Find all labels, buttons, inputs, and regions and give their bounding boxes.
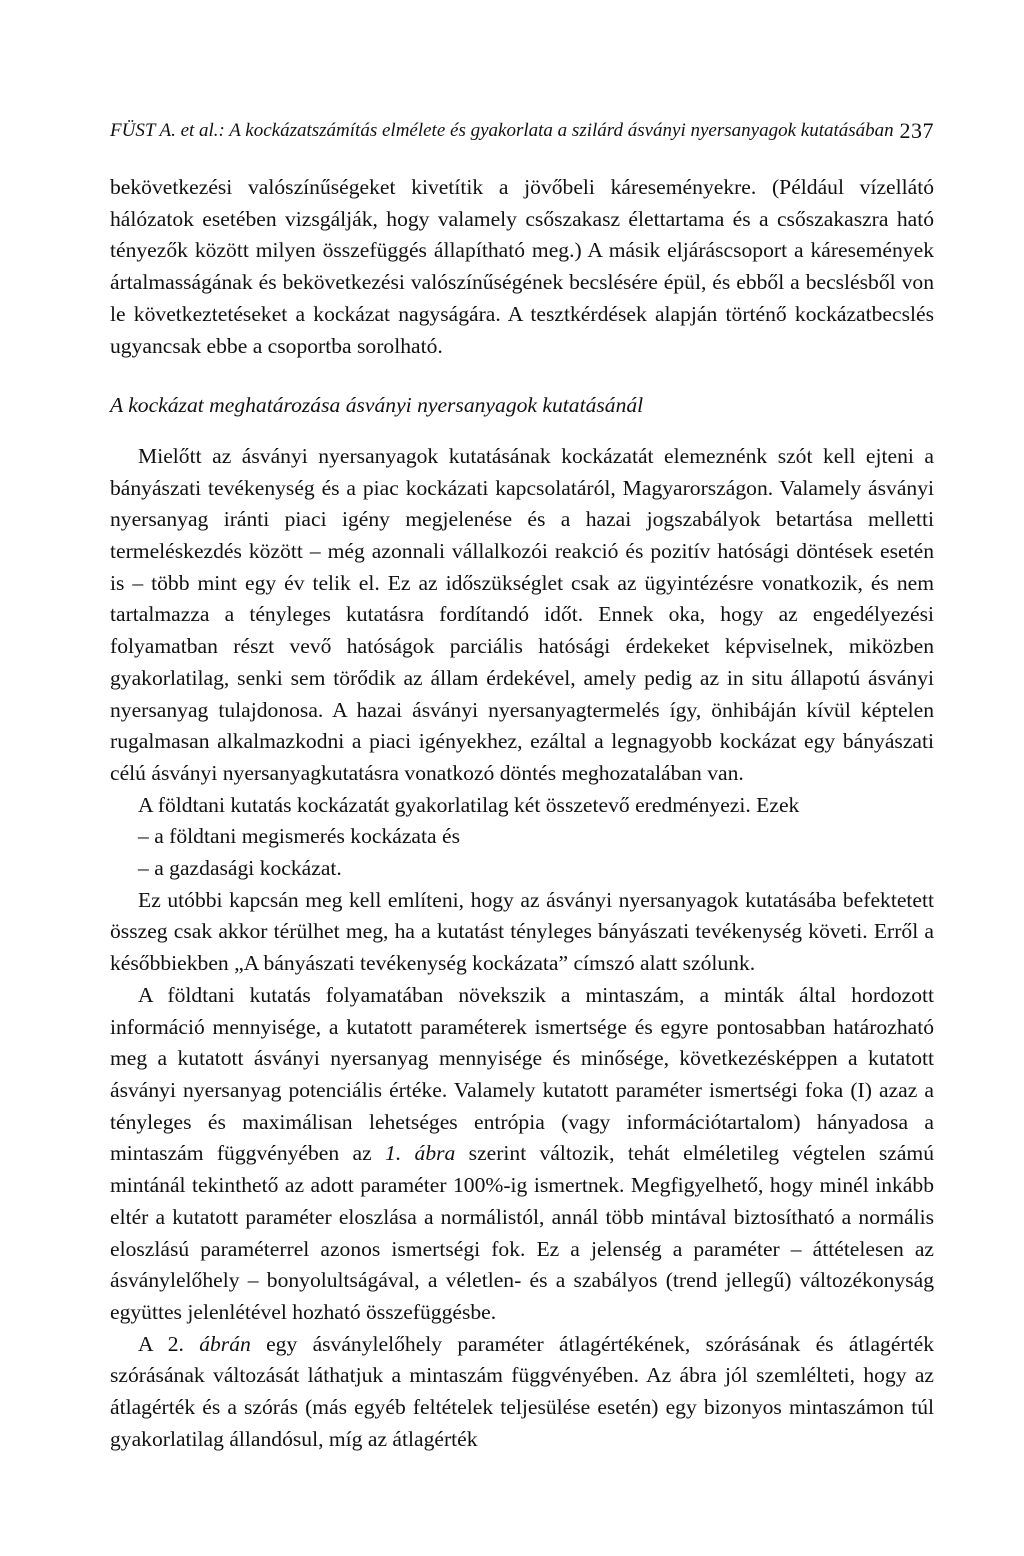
paragraph-market-risk: Mielőtt az ásványi nyersanyagok kutatásának kockázatát elemeznénk szót kell ejteni a bányászati tevékenység és a piac kockázati kapcsolatáról, Magyarországon. Valamely ásványi nyersanyag iránti piaci igény megjelenése és a hazai jogszabályok betartása melletti termeléskezdés között – még azonnali vállalkozói reakció és pozitív hatósági döntések esetén is – több mint egy év telik el. Ez az időszükséglet csak az ügyintézésre vonatkozik, és nem tartalmazza a tényleges kutatásra fordítandó időt. Ennek oka, hogy az engedélyezési folyamatban részt vevő hatóságok parciális hatósági érdekeket képviselnek, miközben gyakorlatilag, senki sem törődik az állam érdekével, amely pedig az in situ állapotú ásványi nyersanyag tulajdonosa. A hazai ásványi nyersanyagtermelés így, önhibáján kívül képtelen rugalmasan alkalmazkodni a piaci igényekhez, ezáltal a legnagyobb kockázat egy bányászati célú ásványi nyersanyagkutatásra vonatkozó döntés meghozatalában van. bbox=[110, 443, 934, 785]
figure-reference: 1. ábra bbox=[385, 1141, 456, 1166]
page-number: 237 bbox=[899, 118, 934, 143]
text-run: A 2. bbox=[138, 1331, 200, 1356]
list-item-geological-risk: – a földtani megismerés kockázata és bbox=[138, 824, 460, 849]
section-heading: A kockázat meghatározása ásványi nyersanyagok kutatásánál bbox=[110, 393, 644, 418]
body-text bbox=[110, 172, 934, 1455]
text-run: egy ásványlelőhely paraméter átlagértékének, szórásának és átlagérték szórásának változását láthatjuk a mintaszám függvényében. Az ábra jól szemlélteti, hogy az átlagérték és a szórás (más egyéb feltételek teljesülése esetén) egy bizonyos mintaszámon túl gyakorlatilag állandósul, míg az átlagérték bbox=[110, 1331, 934, 1451]
paragraph-sample-count bbox=[110, 980, 934, 1329]
paragraph-investment-return: Ez utóbbi kapcsán meg kell említeni, hogy az ásványi nyersanyagok kutatásába befektetett összeg csak akkor térülhet meg, ha a kutatást tényleges bányászati tevékenység követi. Erről a későbbiekben „A bányászati tevékenység kockázata” címszó alatt szólunk. bbox=[110, 887, 934, 976]
paragraph-continuation: bekövetkezési valószínűségeket kivetítik a jövőbeli káreseményekre. (Például vízellátó hálózatok esetében vizsgálják, hogy valamely csőszakasz élettartama és a csőszakaszra ható tényezők között milyen összefüggés állapítható meg.) A másik eljáráscsoport a káresemények ártalmasságának és bekövetkezési valószínűségének becslésére épül, és ebből a becslésből von le következtetéseket a kockázat nagyságára. A tesztkérdések alapján történő kockázatbecslés ugyancsak ebbe a csoportba sorolható. bbox=[110, 175, 934, 358]
paragraph-risk-components: A földtani kutatás kockázatát gyakorlatilag két összetevő eredményezi. Ezek bbox=[138, 792, 800, 817]
text-run: A földtani kutatás folyamatában növekszik a mintaszám, a minták által hordozott információ mennyisége, a kutatott paraméterek ismertsége és egyre pontosabban határozható meg a kutatott ásványi nyersanyag mennyisége és minősége, következésképpen a kutatott ásványi nyersanyag potenciális értéke. Valamely kutatott paraméter ismertségi foka (I) azaz a tényleges és maximálisan lehetséges entrópia (vagy információtartalom) hányadosa a mintaszám függvényében az bbox=[110, 982, 934, 1166]
page bbox=[110, 0, 934, 1556]
paragraph-figure-two bbox=[110, 1329, 934, 1456]
running-title: FÜST A. et al.: A kockázatszámítás elmélete és gyakorlata a szilárd ásványi nyersanyagok kutatásában bbox=[110, 120, 894, 141]
list-item-economic-risk: – a gazdasági kockázat. bbox=[138, 856, 342, 881]
text-run: szerint változik, tehát elméletileg végtelen számú mintánál tekinthető az adott paraméter 100%-ig ismertnek. Megfigyelhető, hogy minél inkább eltér a kutatott paraméter eloszlása a normálistól, annál több mintával biztosítható a normális eloszlású paraméterrel azonos ismertségi fok. Ez a jelenség a paraméter – áttételesen az ásványlelőhely – bonyolultságával, a véletlen- és a szabályos (trend jellegű) változékonyság együttes jelenlétével hozható összefüggésbe. bbox=[110, 1141, 935, 1324]
running-head bbox=[110, 116, 934, 146]
figure-reference: ábrán bbox=[199, 1331, 251, 1356]
